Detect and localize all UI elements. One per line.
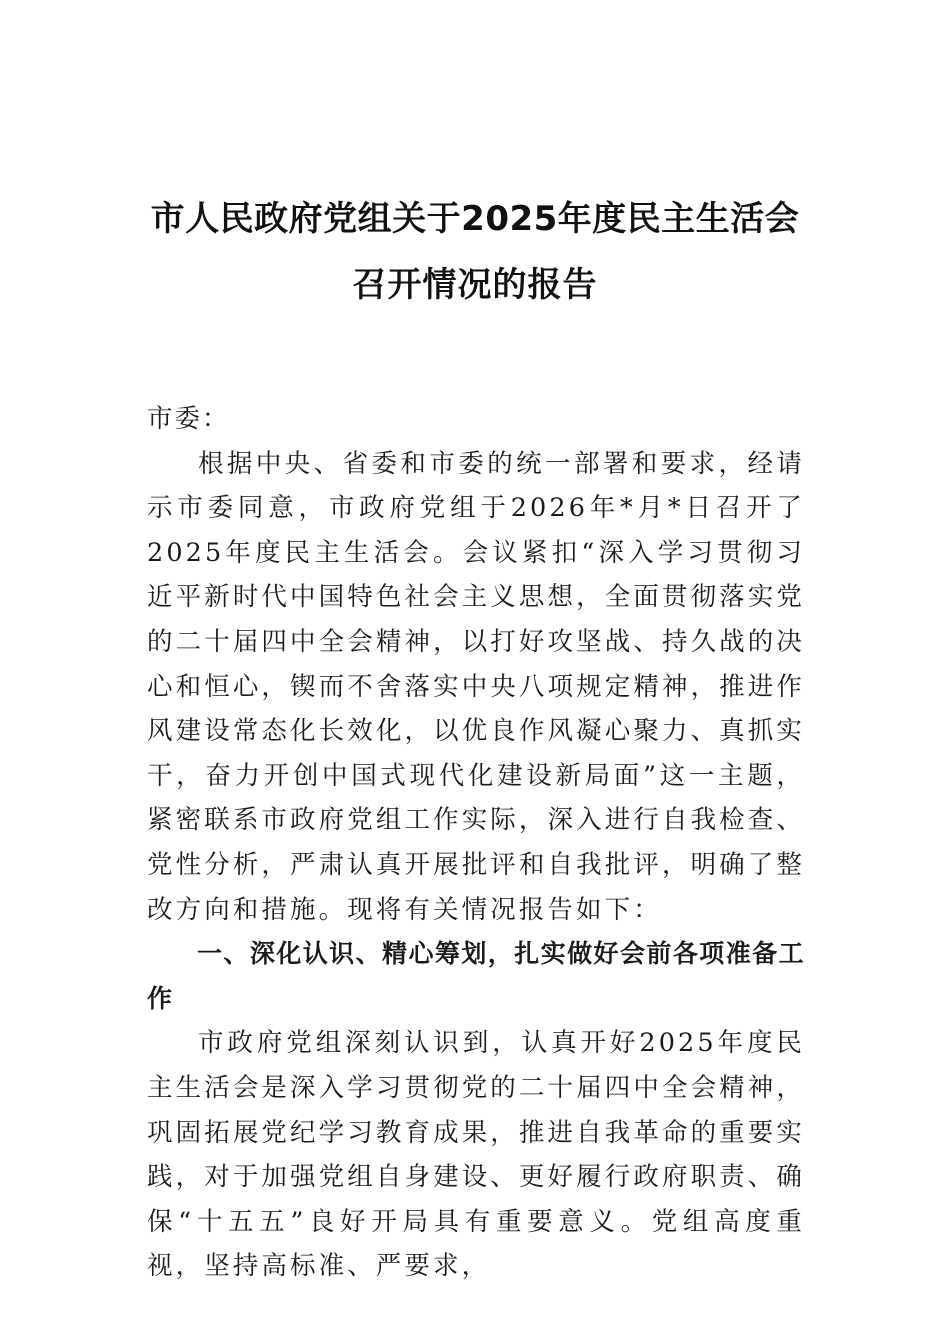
- document-body: [147, 397, 805, 1289]
- document-title-line-1: 市人民政府党组关于2025年度民主生活会: [150, 199, 800, 239]
- document-title-line-2: 召开情况的报告: [352, 265, 598, 305]
- paragraph-intro: 根据中央、省委和市委的统一部署和要求，经请示市委同意，市政府党组于2026年*月*日召开了2025年度民主生活会。会议紧扣“深入学习贯彻习近平新时代中国特色社会主义思想，全面贯彻落实党的二十届四中全会精神，以打好攻坚战、持久战的决心和恒心，锲而不舍落实中央八项规定精神，推进作风建设常态化长效化，以优良作风凝心聚力、真抓实干，奋力开创中国式现代化建设新局面”这一主题，紧密联系市政府党组工作实际，深入进行自我检查、党性分析，严肃认真开展批评和自我批评，明确了整改方向和措施。现将有关情况报告如下：: [147, 448, 805, 925]
- paragraph-section-1: 市政府党组深刻认识到，认真开好2025年度民主生活会是深入学习贯彻党的二十届四中全会精神，巩固拓展党纪学习教育成果，推进自我革命的重要实践，对于加强党组自身建设、更好履行政府职责、确保“十五五”良好开局具有重要意义。党组高度重视，坚持高标准、严要求，: [147, 1028, 805, 1282]
- salutation: 市委：: [147, 404, 230, 434]
- section-heading-1: 一、深化认识、精心筹划，扎实做好会前各项准备工作: [147, 939, 805, 1013]
